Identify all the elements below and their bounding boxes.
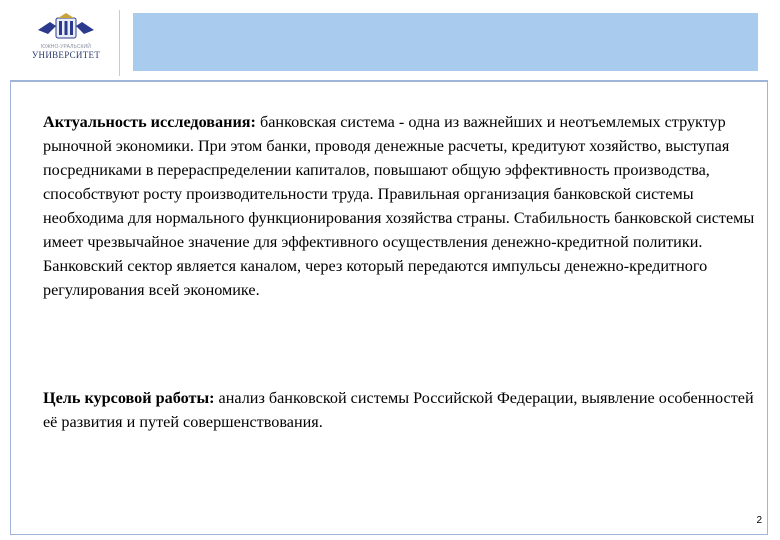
header-divider: [119, 10, 120, 76]
header-band: [133, 13, 758, 71]
goal-paragraph: [43, 386, 763, 434]
university-logo: [24, 12, 108, 74]
relevance-heading: Актуальность исследования:: [43, 113, 256, 131]
relevance-paragraph: [43, 110, 763, 302]
goal-heading: Цель курсовой работы:: [43, 389, 215, 407]
logo-caption: ЮЖНО-УРАЛЬСКИЙ: [41, 44, 91, 50]
logo-wordmark: УНИВЕРСИТЕТ: [31, 50, 101, 60]
relevance-text: банковская система - одна из важнейших и неотъемлемых структур рыночной экономики. При этом банки, проводя денежные расчеты, кредитуют хозяйство, выступая посредниками в перераспределении капиталов, повышают общую эффективность производства, способствуют росту производительности труда. Правильная организация банковской системы необходима для нормального функционирования хозяйства страны. Стабильность банковской системы имеет чрезвычайное значение для эффективного осуществления денежно-кредитной политики. Банковский сектор является каналом, через который передаются импульсы денежно-кредитного регулирования всей экономике.: [43, 113, 755, 299]
goal-text: анализ банковской системы Российской Федерации, выявление особенностей её развития и путей совершенствования.: [43, 389, 754, 431]
page-number: 2: [756, 515, 762, 526]
university-emblem-icon: [34, 12, 98, 42]
